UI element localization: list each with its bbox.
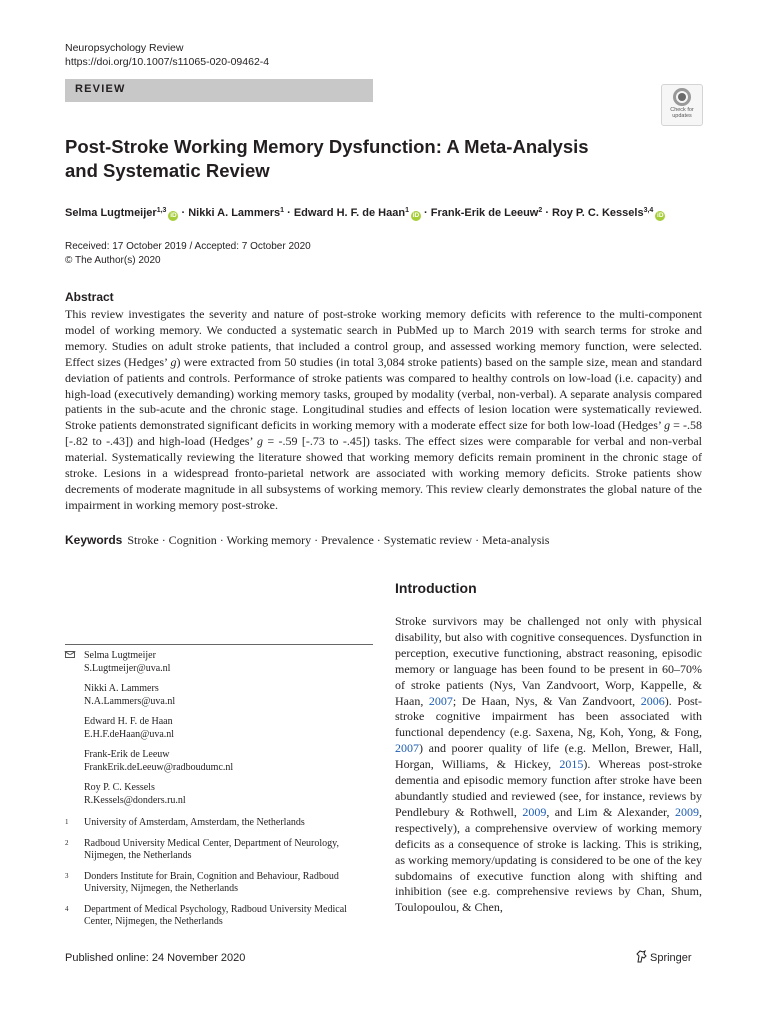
- received-accepted: Received: 17 October 2019 / Accepted: 7 October 2020: [65, 241, 311, 252]
- check-for-updates-label: Check for updates: [670, 107, 694, 119]
- contact-entry: [84, 683, 374, 708]
- contact-entry: [84, 650, 374, 675]
- introduction-heading: Introduction: [395, 580, 477, 596]
- contact-email[interactable]: N.A.Lammers@uva.nl: [84, 695, 176, 707]
- affiliation-number: 1: [65, 818, 69, 826]
- keywords-label: Keywords: [65, 533, 123, 547]
- citation-link[interactable]: 2007: [395, 741, 419, 756]
- springer-horse-icon: [636, 950, 647, 963]
- author-name: Selma Lugtmeijer: [65, 207, 157, 219]
- author-affiliation-ref: 3,4: [643, 207, 654, 214]
- orcid-icon[interactable]: iD: [657, 212, 664, 219]
- crossmark-icon: [673, 88, 691, 106]
- author-separator: ·: [178, 207, 189, 219]
- contact-email[interactable]: E.H.F.deHaan@uva.nl: [84, 728, 175, 740]
- publisher-logo: [636, 950, 692, 964]
- contact-name: Nikki A. Lammers: [84, 683, 159, 694]
- abstract-text: This review investigates the severity and nature of post-stroke working memory deficits with reference to the multi-component model of working memory. We conducted a systematic search in PubMed up to March 2019 with search terms for stroke and memory. Studies on adult stroke patients, that included a control group, and assessed working memory function, were selected. Effect sizes (Hedges’ g) were extracted from 50 studies (in total 3,084 stroke patients) based on the sample size, mean and standard deviation of patients and controls. Performance of stroke patients was compared to healthy controls on low-load (i.e. capacity) and high-load (executively demanding) working memory tasks, grouped by modality (verbal, non-verbal). A separate analysis compared patients in the sub-acute and the chronic stage. Longitudinal studies and effects of lesion location were systematically reviewed. Stroke patients demonstrated significant deficits in working memory with a moderate effect size for both low-load (Hedges’ g = -.58 [-.82 to -.43]) and high-load (Hedges’ g = -.59 [-.73 to -.45]) tasks. The effect sizes were comparable for verbal and non-verbal material. Systematically reviewing the literature showed that working memory deficits remain prominent in the chronic stage of stroke. Lesions in a widespread fronto-parietal network are associated with working memory deficits. Stroke patients show decrements of moderate magnitude in all subsystems of working memory. This review clearly demonstrates the global nature of the impairment in working memory post-stroke.: [65, 307, 703, 512]
- contact-name: Roy P. C. Kessels: [84, 782, 155, 793]
- abstract-heading: Abstract: [65, 290, 114, 304]
- affiliation-number: 2: [65, 838, 69, 847]
- author-contacts: [84, 650, 374, 815]
- author-separator: ·: [420, 207, 431, 219]
- affiliation-text: Radboud University Medical Center, Department of Neurology, Nijmegen, the Netherlands: [84, 837, 339, 861]
- introduction-text: Stroke survivors may be challenged not only with physical disability, but also with cognitive consequences. Dysfunction in perception, executive functioning, abstract reasoning, episodic memory or language has been found to be present in 60–70% of stroke patients (Nys, Van Zandvoort, Worp, Kappelle, & Haan, 2007; De Haan, Nys, & Van Zandvoort, 2006). Post-stroke cognitive impairment has been associated with functional dependency (e.g. Saxena, Ng, Koh, Yong, & Fong, 2007) and poorer quality of life (e.g. Mellon, Brewer, Hall, Horgan, Williams, & Hickey, 2015). Whereas post-stroke dementia and episodic memory function after stroke have been abundantly studied and reviewed (see, for instance, reviews by Pendlebury & Rothwell, 2009, and Lim & Alexander, 2009, respectively), a comprehensive overview of working memory deficits as a consequence of stroke is lacking. This is striking, as working memory/updating is considered to be one of the key subdomains of executive function along with shifting and inhibition (see e.g. comprehensive reviews by Chan, Shum, Toulopoulou, & Chen,: [395, 614, 703, 915]
- author-list: [65, 203, 755, 221]
- contact-name: Frank-Erik de Leeuw: [84, 749, 170, 760]
- contact-entry: [84, 716, 374, 741]
- doi-link[interactable]: https://doi.org/10.1007/s11065-020-09462-4: [65, 56, 270, 68]
- author-name: Nikki A. Lammers: [188, 207, 281, 219]
- contact-email[interactable]: FrankErik.deLeeuw@radboudumc.nl: [84, 761, 234, 773]
- section-bar: [65, 79, 373, 102]
- article-title: Post-Stroke Working Memory Dysfunction: A Meta-Analysis and Systematic Review: [65, 136, 589, 181]
- citation-link[interactable]: 2007: [428, 693, 453, 708]
- affiliations: [65, 817, 375, 937]
- journal-name: Neuropsychology Review: [65, 42, 184, 54]
- author-affiliation-ref: 1,3: [156, 207, 167, 214]
- affiliation-entry: [65, 904, 375, 929]
- contact-entry: [84, 782, 374, 807]
- affiliation-entry: [65, 817, 375, 830]
- keywords: [65, 533, 705, 548]
- citation-link[interactable]: 2009: [522, 804, 547, 819]
- contact-name: Edward H. F. de Haan: [84, 716, 173, 727]
- keywords-list: Stroke · Cognition · Working memory · Prevalence · Systematic review · Meta-analysis: [127, 533, 550, 547]
- affiliation-number: 4: [65, 904, 69, 913]
- section-label: REVIEW: [75, 83, 126, 95]
- citation-link[interactable]: 2009: [675, 804, 699, 819]
- affiliation-entry: [65, 838, 375, 863]
- contact-email[interactable]: S.Lugtmeijer@uva.nl: [84, 662, 171, 674]
- envelope-icon: [65, 651, 75, 658]
- contact-email[interactable]: R.Kessels@donders.ru.nl: [84, 794, 186, 806]
- citation-link[interactable]: 2015: [559, 757, 584, 772]
- author-separator: ·: [542, 207, 553, 219]
- affiliation-number: 3: [65, 871, 69, 880]
- author-name: Roy P. C. Kessels: [552, 207, 644, 219]
- author-separator: ·: [284, 207, 294, 219]
- author-name: Frank-Erik de Leeuw: [430, 207, 539, 219]
- published-date: Published online: 24 November 2020: [65, 952, 246, 964]
- author-name: Edward H. F. de Haan: [293, 207, 406, 219]
- author-affiliation-ref: 1: [405, 207, 409, 214]
- citation-link[interactable]: 2006: [640, 693, 665, 708]
- check-for-updates-badge[interactable]: [661, 84, 703, 126]
- publisher-name: Springer: [650, 952, 692, 964]
- journal-header: [65, 41, 269, 69]
- orcid-icon[interactable]: iD: [412, 212, 420, 219]
- article-dates: [65, 240, 311, 268]
- affiliation-entry: [65, 871, 375, 896]
- affiliation-text: Donders Institute for Brain, Cognition and Behaviour, Radboud University, Nijmegen, the Netherlands: [84, 870, 339, 894]
- author-affiliation-ref: 2: [538, 207, 543, 214]
- affiliation-text: University of Amsterdam, Amsterdam, the Netherlands: [84, 817, 305, 828]
- copyright: © The Author(s) 2020: [65, 255, 161, 266]
- footnote-divider: [65, 644, 373, 645]
- contact-name: Selma Lugtmeijer: [84, 650, 156, 661]
- author-affiliation-ref: 1: [280, 207, 285, 214]
- contact-entry: [84, 749, 374, 774]
- affiliation-text: Department of Medical Psychology, Radboud University Medical Center, Nijmegen, the Netherlands: [84, 903, 347, 927]
- orcid-icon[interactable]: iD: [170, 212, 177, 219]
